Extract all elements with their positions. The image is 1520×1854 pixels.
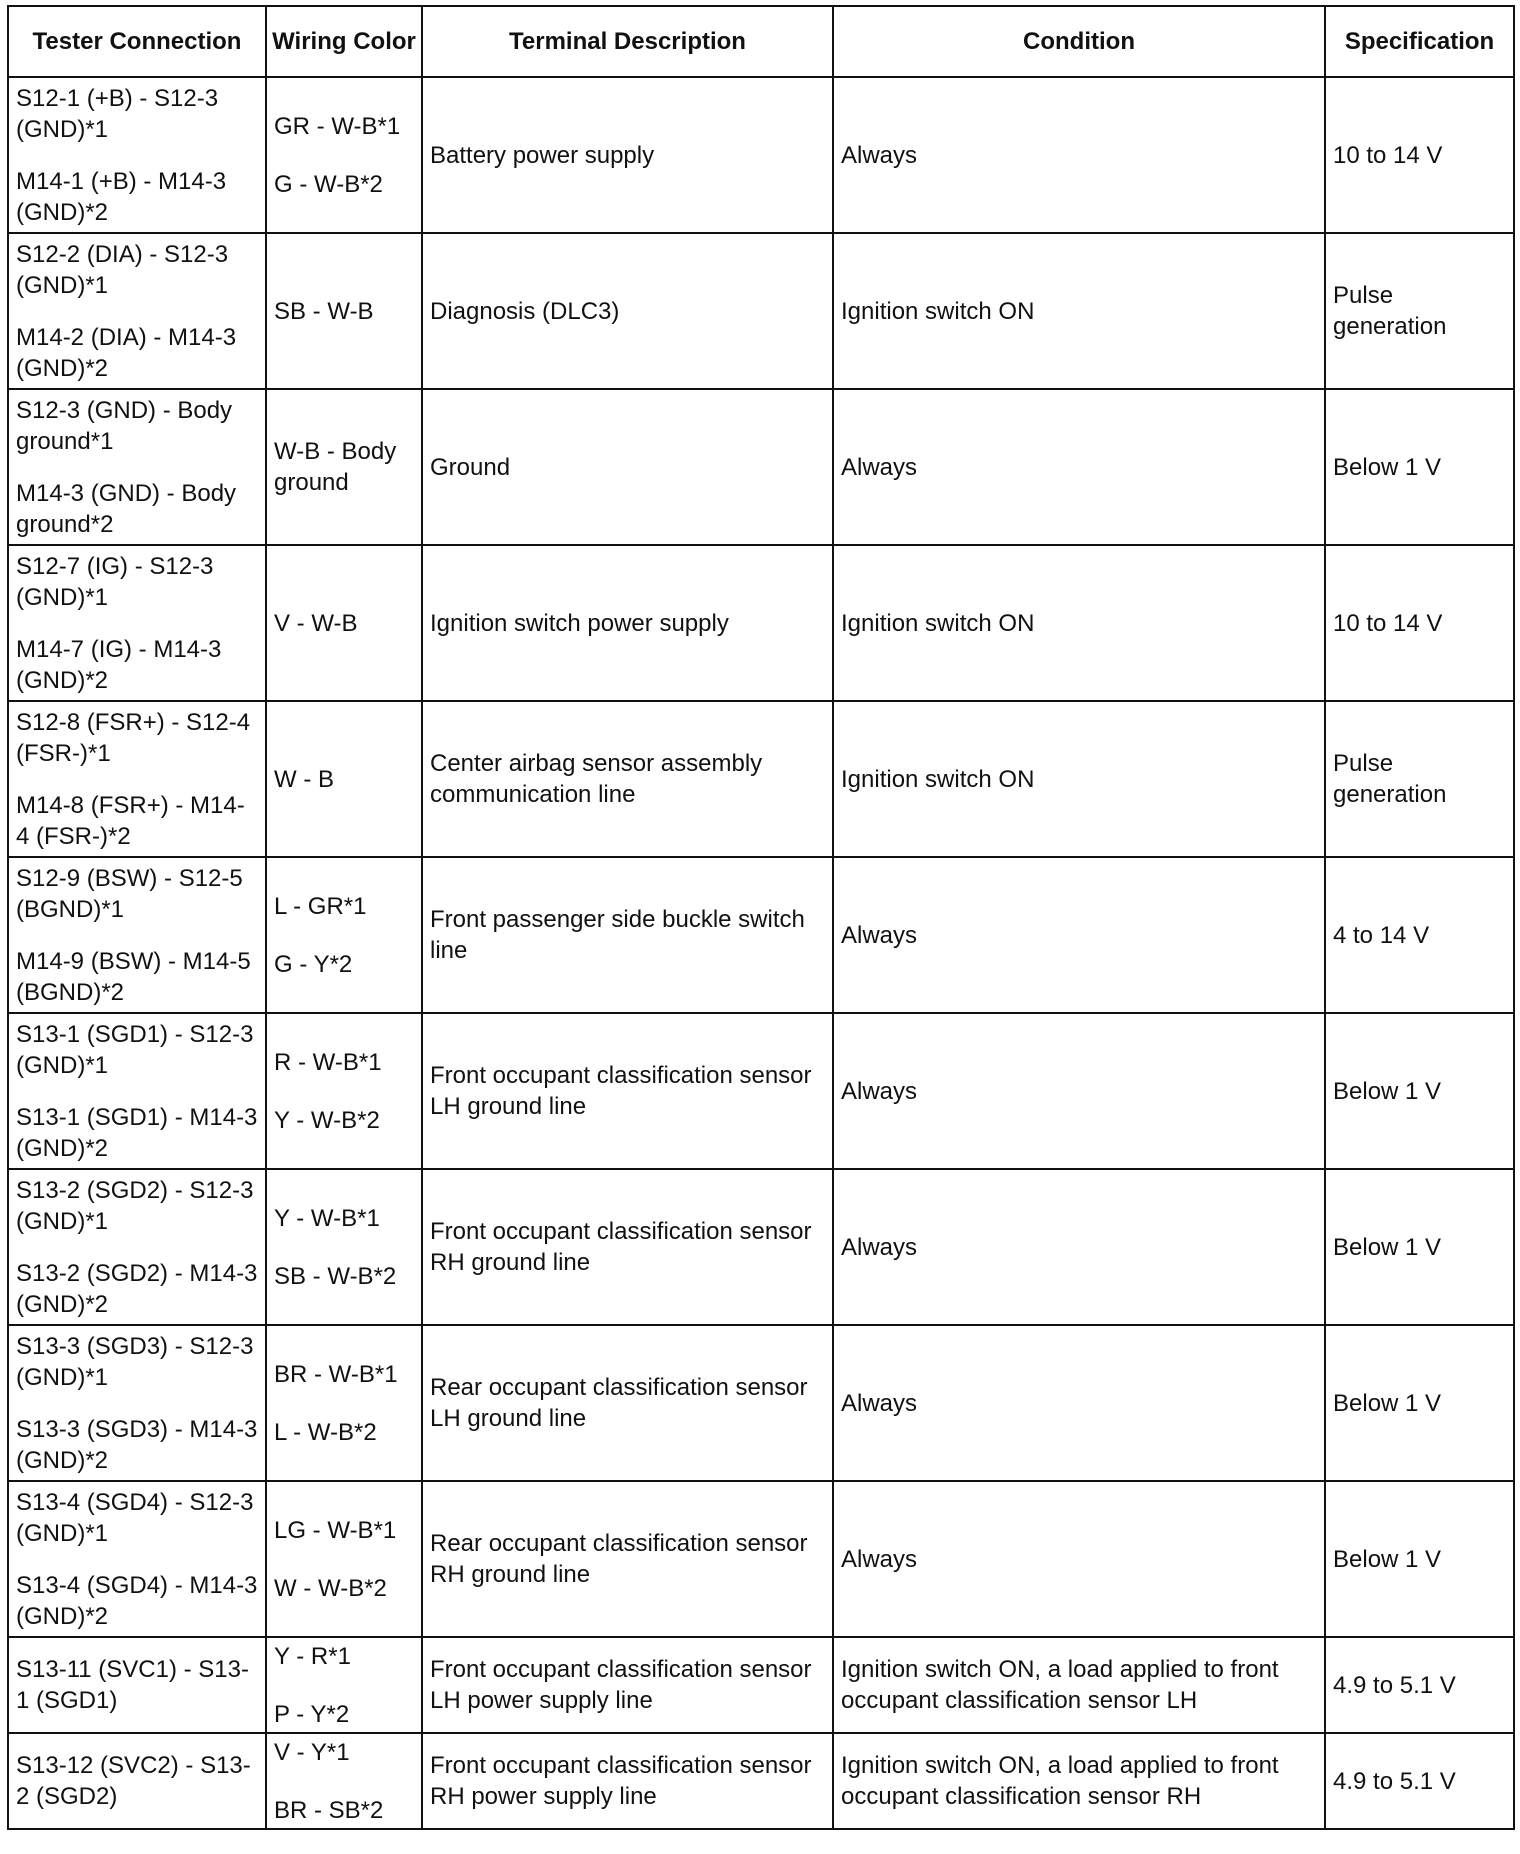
wiring-color-text: Y - W-B*2 [274, 1106, 380, 1134]
wiring-color-cell [266, 1169, 422, 1325]
terminal-description-cell: Diagnosis (DLC3) [422, 233, 833, 389]
condition-cell: Ignition switch ON, a load applied to front occupant classification sensor RH [833, 1733, 1325, 1829]
tester-connection-text: S12-1 (+B) - S12-3 (GND)*1 [16, 84, 219, 143]
condition-cell: Ignition switch ON [833, 233, 1325, 389]
wiring-color-text: SB - W-B*2 [274, 1262, 397, 1290]
tester-connection-cell [8, 1481, 266, 1637]
tester-connection-text: S13-3 (SGD3) - M14-3 (GND)*2 [16, 1415, 258, 1474]
tester-connection-cell [8, 233, 266, 389]
wiring-color-text: G - W-B*2 [274, 170, 383, 198]
tester-connection-text: S12-3 (GND) - Body ground*1 [16, 396, 233, 455]
tester-connection-text: S13-11 (SVC1) - S13-1 (SGD1) [16, 1656, 249, 1714]
condition-cell: Always [833, 1013, 1325, 1169]
tester-connection-cell [8, 1013, 266, 1169]
table-row [8, 1733, 1514, 1829]
tester-connection-cell [8, 545, 266, 701]
wiring-color-text: SB - W-B [274, 297, 374, 325]
tester-connection-text: M14-9 (BSW) - M14-5 (BGND)*2 [16, 947, 251, 1006]
tester-connection-cell [8, 1325, 266, 1481]
tester-connection-cell [8, 701, 266, 857]
condition-cell: Always [833, 1481, 1325, 1637]
wiring-color-text: P - Y*2 [274, 1700, 350, 1728]
wiring-color-text: GR - W-B*1 [274, 112, 401, 140]
tester-connection-text: M14-2 (DIA) - M14-3 (GND)*2 [16, 323, 237, 382]
wiring-color-text: W - W-B*2 [274, 1574, 387, 1602]
terminal-description-cell: Front passenger side buckle switch line [422, 857, 833, 1013]
tester-connection-text: S12-9 (BSW) - S12-5 (BGND)*1 [16, 864, 243, 923]
wiring-color-text: BR - W-B*1 [274, 1360, 398, 1388]
header-tester-connection: Tester Connection [8, 6, 266, 77]
wiring-color-text: L - GR*1 [274, 892, 367, 920]
table-row [8, 233, 1514, 389]
tester-connection-text: S13-1 (SGD1) - M14-3 (GND)*2 [16, 1103, 258, 1162]
specification-cell: 4.9 to 5.1 V [1325, 1733, 1514, 1829]
tester-connection-text: S13-4 (SGD4) - S12-3 (GND)*1 [16, 1488, 254, 1547]
wiring-color-text: L - W-B*2 [274, 1418, 377, 1446]
wiring-color-cell [266, 389, 422, 545]
wiring-color-text: V - Y*1 [274, 1738, 350, 1766]
terminal-description-cell: Front occupant classification sensor RH ground line [422, 1169, 833, 1325]
terminal-description-cell: Front occupant classification sensor LH power supply line [422, 1637, 833, 1733]
specification-cell: Below 1 V [1325, 389, 1514, 545]
tester-connection-text: S12-7 (IG) - S12-3 (GND)*1 [16, 552, 214, 611]
specification-cell: 10 to 14 V [1325, 77, 1514, 233]
tester-connection-text: S13-2 (SGD2) - S12-3 (GND)*1 [16, 1176, 254, 1235]
tester-connection-text: M14-8 (FSR+) - M14-4 (FSR-)*2 [16, 791, 245, 850]
table-row [8, 1013, 1514, 1169]
table-row [8, 857, 1514, 1013]
tester-connection-cell [8, 1733, 266, 1829]
terminal-description-cell: Rear occupant classification sensor LH ground line [422, 1325, 833, 1481]
specification-cell: Pulse generation [1325, 701, 1514, 857]
tester-connection-cell [8, 1169, 266, 1325]
tester-connection-text: M14-7 (IG) - M14-3 (GND)*2 [16, 635, 222, 694]
wiring-color-cell [266, 1637, 422, 1733]
tester-connection-text: M14-3 (GND) - Body ground*2 [16, 479, 237, 538]
condition-cell: Ignition switch ON, a load applied to front occupant classification sensor LH [833, 1637, 1325, 1733]
tester-connection-text: S13-1 (SGD1) - S12-3 (GND)*1 [16, 1020, 254, 1079]
header-terminal-description: Terminal Description [422, 6, 833, 77]
tester-connection-text: S13-12 (SVC2) - S13-2 (SGD2) [16, 1752, 251, 1810]
tester-connection-text: S13-4 (SGD4) - M14-3 (GND)*2 [16, 1571, 258, 1630]
specification-cell: 4 to 14 V [1325, 857, 1514, 1013]
specification-cell: Pulse generation [1325, 233, 1514, 389]
wiring-color-text: LG - W-B*1 [274, 1516, 397, 1544]
table-row [8, 389, 1514, 545]
wiring-color-cell [266, 857, 422, 1013]
wiring-color-cell [266, 1325, 422, 1481]
wiring-color-cell [266, 701, 422, 857]
tester-connection-cell [8, 389, 266, 545]
table-row [8, 701, 1514, 857]
condition-cell: Ignition switch ON [833, 545, 1325, 701]
specification-cell: Below 1 V [1325, 1013, 1514, 1169]
wiring-color-cell [266, 1013, 422, 1169]
wiring-color-text: R - W-B*1 [274, 1048, 382, 1076]
table-row [8, 1325, 1514, 1481]
terminal-description-cell: Rear occupant classification sensor RH ground line [422, 1481, 833, 1637]
condition-cell: Always [833, 1169, 1325, 1325]
tester-connection-cell [8, 1637, 266, 1733]
wiring-color-cell [266, 77, 422, 233]
specification-cell: 4.9 to 5.1 V [1325, 1637, 1514, 1733]
terminal-description-cell: Front occupant classification sensor LH ground line [422, 1013, 833, 1169]
header-specification: Specification [1325, 6, 1514, 77]
tester-connection-text: S13-3 (SGD3) - S12-3 (GND)*1 [16, 1332, 254, 1391]
wiring-color-text: Y - R*1 [274, 1642, 351, 1670]
header-wiring-color: Wiring Color [266, 6, 422, 77]
wiring-color-text: G - Y*2 [274, 950, 353, 978]
wiring-color-text: V - W-B [274, 609, 358, 637]
condition-cell: Always [833, 1325, 1325, 1481]
specification-cell: Below 1 V [1325, 1325, 1514, 1481]
terminal-description-cell: Battery power supply [422, 77, 833, 233]
specification-cell: Below 1 V [1325, 1169, 1514, 1325]
terminal-description-cell: Ground [422, 389, 833, 545]
wiring-color-cell [266, 545, 422, 701]
wiring-color-text: BR - SB*2 [274, 1796, 384, 1824]
tester-connection-text: S12-8 (FSR+) - S12-4 (FSR-)*1 [16, 708, 251, 767]
table-row [8, 77, 1514, 233]
tester-connection-text: S12-2 (DIA) - S12-3 (GND)*1 [16, 240, 229, 299]
wiring-color-cell [266, 1481, 422, 1637]
header-condition: Condition [833, 6, 1325, 77]
table-row [8, 1481, 1514, 1637]
tester-connection-text: S13-2 (SGD2) - M14-3 (GND)*2 [16, 1259, 258, 1318]
condition-cell: Always [833, 389, 1325, 545]
terminal-spec-table [7, 5, 1515, 1830]
condition-cell: Ignition switch ON [833, 701, 1325, 857]
table-row [8, 1637, 1514, 1733]
tester-connection-cell [8, 77, 266, 233]
wiring-color-text: W - B [274, 765, 334, 793]
wiring-color-cell [266, 1733, 422, 1829]
specification-cell: 10 to 14 V [1325, 545, 1514, 701]
specification-cell: Below 1 V [1325, 1481, 1514, 1637]
wiring-color-text: Y - W-B*1 [274, 1204, 380, 1232]
tester-connection-cell [8, 857, 266, 1013]
table-row [8, 545, 1514, 701]
condition-cell: Always [833, 77, 1325, 233]
table-row [8, 1169, 1514, 1325]
terminal-description-cell: Ignition switch power supply [422, 545, 833, 701]
terminal-description-cell: Front occupant classification sensor RH power supply line [422, 1733, 833, 1829]
tester-connection-text: M14-1 (+B) - M14-3 (GND)*2 [16, 167, 227, 226]
condition-cell: Always [833, 857, 1325, 1013]
terminal-description-cell: Center airbag sensor assembly communication line [422, 701, 833, 857]
wiring-color-cell [266, 233, 422, 389]
table-header-row [8, 6, 1514, 77]
wiring-color-text: W-B - Body ground [274, 438, 397, 496]
